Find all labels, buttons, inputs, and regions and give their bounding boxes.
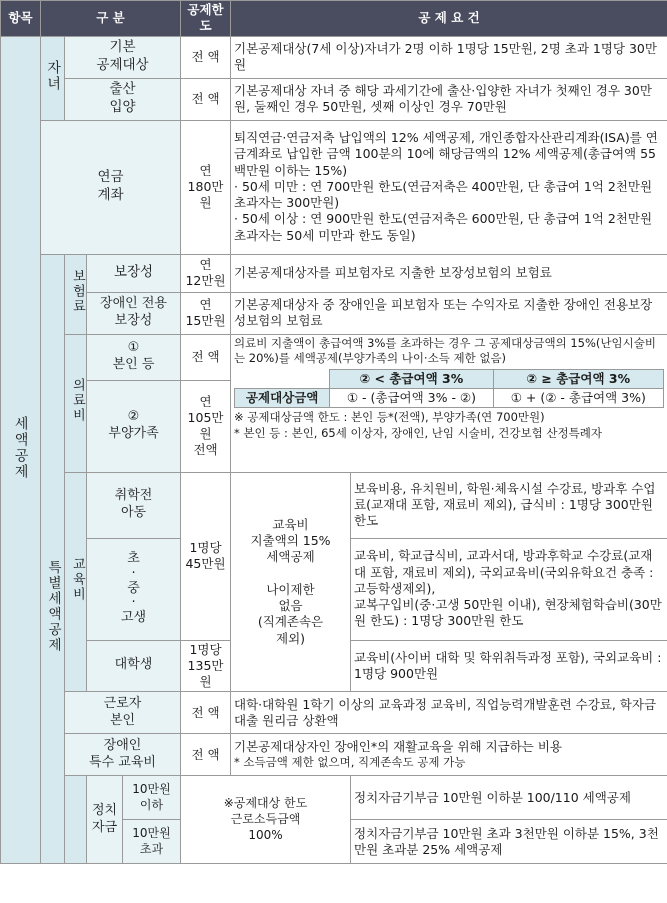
insurance-category: 보험료: [65, 254, 87, 334]
political-spacer: [65, 776, 87, 864]
formula-value-1: ① - (총급여액 3% - ②): [330, 388, 493, 407]
label-political: 정치 자금: [87, 776, 123, 864]
limit-disabled-edu: 전 액: [181, 734, 231, 776]
header-condition: 공 제 요 건: [231, 1, 667, 37]
label-disabled-edu: 장애인 특수 교육비: [65, 734, 181, 776]
row-political-1: [1, 776, 667, 820]
label-worker: 근로자 본인: [65, 692, 181, 734]
row-ins-disabled: [1, 292, 667, 334]
label-birth: 출산 입양: [65, 78, 181, 120]
limit-disabled-ins: 연 15만원: [181, 292, 231, 334]
label-dependent: ② 부양가족: [87, 380, 181, 472]
label-self: ① 본인 등: [87, 334, 181, 380]
limit-pension: 연 180만원: [181, 120, 231, 254]
label-basic: 기본 공제대상: [65, 36, 181, 78]
cond-pension: [231, 120, 667, 254]
medical-category: 의료비: [65, 334, 87, 472]
pension-text-3: · 50세 이상 : 연 900만원 한도(연금저축은 600만원, 단 총급여 1억 2천만원 초과자는 50세 미만과 한도 동일): [234, 211, 653, 243]
cond-college: 교육비(사이버 대학 및 학위취득과정 포함), 국외교육비 : 1명당 900만원: [351, 640, 667, 692]
formula-row-label: 공제대상금액: [235, 388, 330, 407]
political-mid: ※공제대상 한도 근로소득금액 100%: [181, 776, 351, 864]
formula-value-2: ① + (② - 총급여액 3%): [493, 388, 663, 407]
label-disabled-ins: 장애인 전용 보장성: [87, 292, 181, 334]
label-college: 대학생: [87, 640, 181, 692]
main-category: 세액공제: [1, 36, 41, 864]
school-text-1: 교육비, 학교급식비, 교과서대, 방과후학교 수강료(교재대 포함, 재료비 제외), 국외교육비(국외유학요건 충족 : 고등학생제외),: [354, 548, 654, 596]
row-child-basic: [1, 36, 667, 78]
row-edu-worker: [1, 692, 667, 734]
limit-worker: 전 액: [181, 692, 231, 734]
label-preschool: 취학전 아동: [87, 472, 181, 538]
edu-mid: 교육비 지출액의 15% 세액공제 나이제한 없음 (직계존속은 제외): [231, 472, 351, 692]
limit-basic: 전 액: [181, 36, 231, 78]
limit-coverage: 연 12만원: [181, 254, 231, 292]
label-pension: 연금 계좌: [41, 120, 181, 254]
medical-note-1: ※ 공제대상금액 한도 : 본인 등*(전액), 부양가족(연 700만원): [234, 410, 545, 425]
special-label-overlay: 특별세액공제: [45, 560, 61, 653]
education-category: 교육비: [65, 472, 87, 692]
medical-formula-table: [234, 369, 664, 409]
header-category: 구 분: [41, 1, 181, 37]
medical-note-2: * 본인 등 : 본인, 65세 이상자, 장애인, 난임 시술비, 건강보험 산정특례자: [234, 425, 602, 440]
formula-header-2: ② ≥ 총급여액 3%: [493, 369, 663, 388]
limit-college: 1명당 135만원: [181, 640, 231, 692]
limit-self: 전 액: [181, 334, 231, 380]
cond-birth: 기본공제대상 자녀 중 해당 과세기간에 출산·입양한 자녀가 첫째인 경우 30만원, 둘째인 경우 50만원, 셋째 이상인 경우 70만원: [231, 78, 667, 120]
label-political-sub1: 10만원 이하: [123, 776, 181, 820]
header-item: 항목: [1, 1, 41, 37]
limit-dependent: 연 105만 원 전액: [181, 380, 231, 472]
pension-text-1: 퇴직연금·연금저축 납입액의 12% 세액공제, 개인종합자산관리계좌(ISA)를 연금계좌로 납입한 금액 100분의 10에 해당금액의 12% 세액공제(총급여액 55백만원 이하는 15%): [234, 130, 658, 178]
limit-edu: 1명당 45만원: [181, 472, 231, 640]
disabled-edu-note: * 소득금액 제한 없으며, 직계존속도 공제 가능: [234, 755, 466, 770]
cond-medical: [231, 334, 667, 472]
label-coverage: 보장성: [87, 254, 181, 292]
cond-disabled-ins: 기본공제대상자 중 장애인을 피보험자 또는 수익자로 지출한 장애인 전용보장성보험의 보험료: [231, 292, 667, 334]
label-political-sub2: 10만원 초과: [123, 820, 181, 864]
cond-preschool: 보육비용, 유치원비, 학원·체육시설 수강료, 방과후 수업료(교재대 포함, 재료비 제외), 급식비 : 1명당 300만원 한도: [351, 472, 667, 538]
row-edu-preschool: [1, 472, 667, 538]
special-category: [41, 254, 65, 864]
row-pension: [1, 120, 667, 254]
limit-birth: 전 액: [181, 78, 231, 120]
row-ins-coverage: [1, 254, 667, 292]
cond-political-1: 정치자금기부금 10만원 이하분 100/110 세액공제: [351, 776, 667, 820]
disabled-edu-text: 기본공제대상자인 장애인*의 재활교육을 위해 지급하는 비용: [234, 738, 563, 754]
cond-basic: 기본공제대상(7세 이상)자녀가 2명 이하 1명당 15만원, 2명 초과 1명당 30만원: [231, 36, 667, 78]
cond-school: [351, 538, 667, 640]
label-school: 초 · 중 · 고생: [87, 538, 181, 640]
formula-header-1: ② < 총급여액 3%: [330, 369, 493, 388]
header-limit: 공제한도: [181, 1, 231, 37]
cond-worker: 대학·대학원 1학기 이상의 교육과정 교육비, 직업능력개발훈련 수강료, 학자금 대출 원리금 상환액: [231, 692, 667, 734]
pension-text-2: · 50세 미만 : 연 700만원 한도(연금저축은 400만원, 단 총급여 1억 2천만원 초과자는 300만원): [234, 178, 653, 211]
cond-disabled-edu: [231, 734, 667, 776]
cond-coverage: 기본공제대상자를 피보험자로 지출한 보장성보험의 보험료: [231, 254, 667, 292]
child-category: 자녀: [41, 36, 65, 120]
row-child-birth: [1, 78, 667, 120]
medical-text: 의료비 지출액이 총급여액 3%를 초과하는 경우 그 공제대상금액의 15%(난임시술비는 20%)를 세액공제(부양가족의 나이·소득 제한 없음): [234, 335, 656, 366]
school-text-2: 교복구입비(중·고생 50만원 이내), 현장체험학습비(30만원 한도) : 1명당 300만원 한도: [354, 597, 662, 629]
cond-political-2: 정치자금기부금 10만원 초과 3천만원 이하분 15%, 3천만원 초과분 25% 세액공제: [351, 820, 667, 864]
row-medical-self: [1, 334, 667, 380]
header-row: [1, 1, 667, 37]
row-edu-disabled: [1, 734, 667, 776]
